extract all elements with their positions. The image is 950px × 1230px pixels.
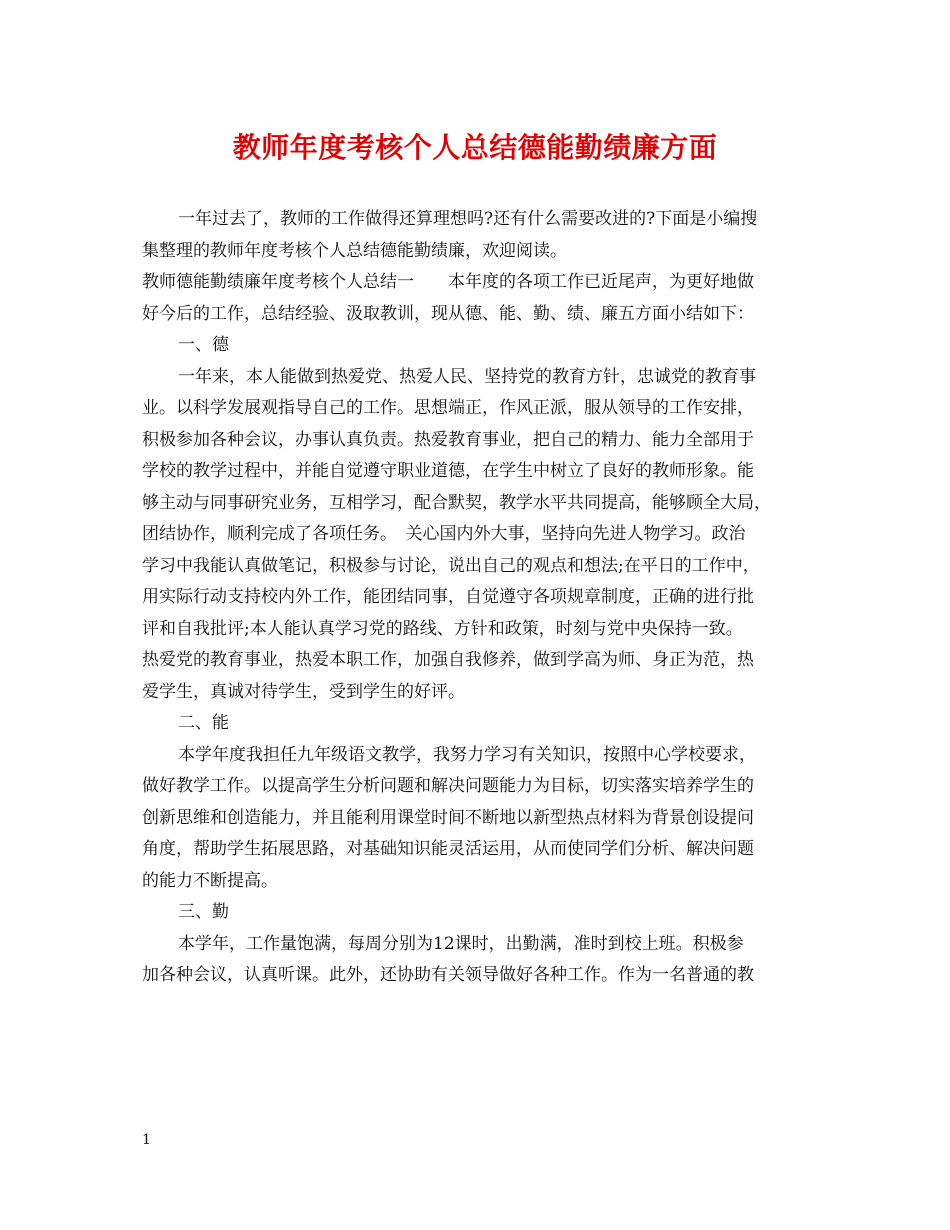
- document-title: 教师年度考核个人总结德能勤绩廉方面: [232, 131, 718, 164]
- text-line: 本学年度我担任九年级语文教学，我努力学习有关知识，按照中心学校要求，: [178, 744, 756, 765]
- text-line: 用实际行动支持校内外工作，能团结同事，自觉遵守各项规章制度，正确的进行批: [142, 587, 754, 607]
- text-line: 积极参加各种会议，办事认真负责。热爱教育事业，把自己的精力、能力全部用于: [142, 429, 754, 450]
- text-line: 加各种会议，认真听课。此外，还协助有关领导做好各种工作。作为一名普通的教: [142, 965, 754, 985]
- page-number: 1: [142, 1132, 151, 1148]
- text-line: 团结协作，顺利完成了各项任务。 关心国内外大事，坚持向先进人物学习。政治: [142, 524, 746, 544]
- text-line: 本学年，工作量饱满，每周分别为12课时，出勤满，准时到校上班。积极参: [178, 933, 744, 954]
- text-line: 创新思维和创造能力，并且能利用课堂时间不断地以新型热点材料为背景创设提问: [142, 807, 754, 828]
- text-line: 好今后的工作，总结经验、汲取教训，现从德、能、勤、绩、廉五方面小结如下：: [142, 303, 754, 324]
- text-line: 一年来，本人能做到热爱党、热爱人民、坚持党的教育方针，忠诚党的教育事: [178, 366, 756, 387]
- text-line: 三、勤: [178, 902, 229, 922]
- text-line: 爱学生，真诚对待学生，受到学生的好评。: [142, 681, 465, 702]
- text-line: 集整理的教师年度考核个人总结德能勤绩廉，欢迎阅读。: [142, 240, 567, 261]
- text-line: 热爱党的教育事业，热爱本职工作，加强自我修养，做到学高为师、身正为范，热: [142, 650, 754, 670]
- text-line: 学校的教学过程中，并能自觉遵守职业道德，在学生中树立了良好的教师形象。能: [142, 461, 754, 481]
- text-line: 业。以科学发展观指导自己的工作。思想端正，作风正派，服从领导的工作安排，: [142, 398, 754, 418]
- text-line: 二、能: [178, 713, 229, 733]
- text-line: 做好教学工作。以提高学生分析问题和解决问题能力为目标，切实落实培养学生的: [142, 776, 754, 796]
- text-line: 一年过去了，教师的工作做得还算理想吗?还有什么需要改进的?下面是小编搜: [178, 209, 758, 229]
- text-line: 角度，帮助学生拓展思路，对基础知识能灵活运用，从而使同学们分析、解决问题: [142, 839, 754, 859]
- text-line: 的能力不断提高。: [142, 870, 278, 891]
- document-body: [142, 204, 822, 992]
- text-line: 学习中我能认真做笔记，积极参与讨论，说出自己的观点和想法;在平日的工作中，: [142, 555, 760, 576]
- text-line: 评和自我批评;本人能认真学习党的路线、方针和政策，时刻与党中央保持一致。: [142, 618, 743, 639]
- text-line: 教师德能勤绩廉年度考核个人总结一 本年度的各项工作已近尾声，为更好地做: [142, 272, 754, 292]
- text-line: 够主动与同事研究业务，互相学习，配合默契，教学水平共同提高，能够顾全大局，: [142, 492, 771, 513]
- text-line: 一、德: [178, 335, 229, 355]
